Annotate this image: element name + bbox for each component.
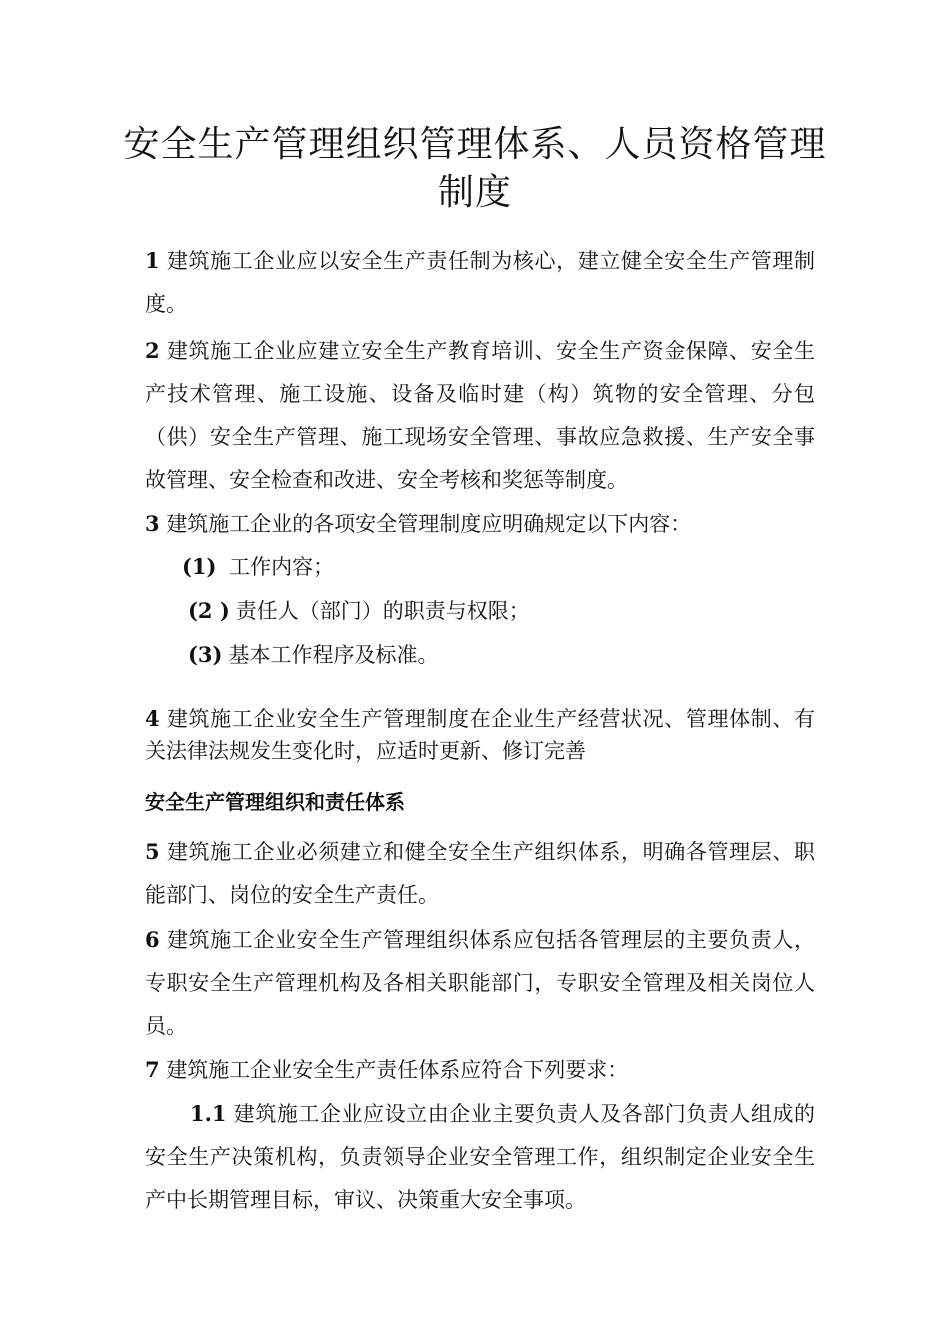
item-text: 工作内容；: [229, 555, 335, 579]
paragraph-number: 7: [145, 1057, 160, 1082]
paragraph-text: 建筑施工企业安全生产管理组织体系应包括各管理层的主要负责人，专职安全生产管理机构及各相关职能部门，专职安全管理及相关岗位人员。: [145, 928, 815, 1038]
paragraph-5: [145, 830, 815, 917]
list-item: [188, 640, 438, 670]
document-title: 安全生产管理组织管理体系、人员资格管理制度: [123, 124, 827, 213]
paragraph-text: 建筑施工企业应以安全生产责任制为核心，建立健全安全生产管理制度。: [145, 249, 815, 316]
paragraph-number: 5: [145, 839, 160, 864]
paragraph-text: 建筑施工企业应建立安全生产教育培训、安全生产资金保障、安全生产技术管理、施工设施、设备及临时建（构）筑物的安全管理、分包（供）安全生产管理、施工现场安全管理、事故应急救援、生产安全事故管理、安全检查和改进、安全考核和奖惩等制度。: [145, 339, 815, 492]
paragraph-number: 2: [145, 338, 160, 363]
list-item: [182, 552, 334, 582]
paragraph-3: [145, 502, 815, 546]
paragraph-text: 建筑施工企业应设立由企业主要负责人及各部门负责人组成的安全生产决策机构，负责领导企业安全管理工作，组织制定企业安全生产中长期管理目标，审议、决策重大安全事项。: [145, 1102, 815, 1212]
paragraph-1: [145, 239, 815, 326]
list-item: [188, 596, 530, 626]
paragraph-text: 建筑施工企业安全生产管理制度在企业生产经营状况、管理体制、有关法律法规发生变化时，应适时更新、修订完善: [145, 707, 815, 763]
paragraph-2: [145, 329, 815, 502]
paragraph-text: 建筑施工企业安全生产责任体系应符合下列要求：: [166, 1058, 629, 1082]
item-number: (3): [188, 642, 223, 667]
paragraph-6: [145, 918, 815, 1048]
section-heading: 安全生产管理组织和责任体系: [145, 790, 405, 814]
item-text: 基本工作程序及标准。: [228, 643, 439, 667]
item-number: (2 ): [188, 598, 230, 623]
paragraph-number: 4: [145, 706, 160, 731]
item-text: 责任人（部门）的职责与权限；: [235, 599, 530, 623]
item-number: (1): [182, 554, 217, 579]
paragraph-number: 1.1: [190, 1101, 227, 1126]
paragraph-number: 1: [145, 248, 160, 273]
paragraph-7-1: [145, 1092, 815, 1222]
paragraph-number: 3: [145, 511, 160, 536]
paragraph-7: [145, 1048, 815, 1092]
paragraph-4: [145, 703, 815, 767]
paragraph-text: 建筑施工企业必须建立和健全安全生产组织体系，明确各管理层、职能部门、岗位的安全生产责任。: [145, 840, 815, 907]
paragraph-text: 建筑施工企业的各项安全管理制度应明确规定以下内容：: [166, 512, 692, 536]
paragraph-number: 6: [145, 927, 160, 952]
